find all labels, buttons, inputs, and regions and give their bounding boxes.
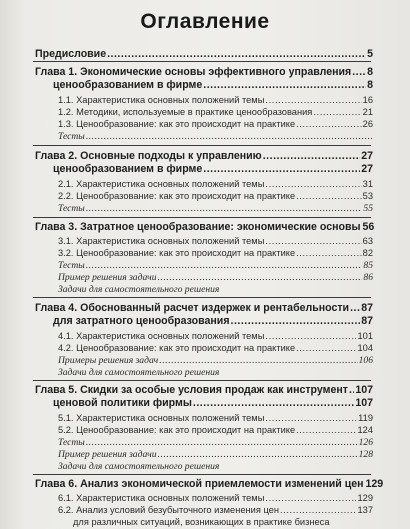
page-number: 53	[362, 191, 373, 201]
divider	[33, 145, 371, 146]
page-number: 101	[357, 331, 373, 341]
divider	[33, 217, 371, 218]
toc-entry-6-1: 6.1. Характеристика основных положений темы ..... 129	[58, 493, 373, 503]
page-number: 82	[362, 248, 373, 258]
page-number: 63	[362, 236, 373, 246]
toc-entry-chapter-6: Глава 6. Анализ экономической приемлемости изменений цен 129	[35, 478, 384, 490]
toc-entry-5-1: 5.1. Характеристика основных положений темы ..... 119	[58, 413, 373, 423]
page-number: 56	[362, 221, 375, 233]
toc-entry-3-1: 3.1. Характеристика основных положений темы ..... 63	[58, 236, 373, 246]
toc-entry-2-2: 2.2. Ценообразование: как это происходит на практике ..... 53	[58, 191, 373, 201]
toc-entry-chapter-2: Глава 2. Основные подходы к управлению ..... 27	[35, 150, 373, 162]
page-number: 55	[363, 203, 373, 214]
page-number: 129	[365, 478, 384, 490]
toc-entry-4-examples: Примеры решения задач ..... 106	[58, 355, 373, 366]
toc-entry-4-1: 4.1. Характеристика основных положений темы ..... 101	[58, 331, 373, 341]
toc-entry-chapter-4: Глава 4. Обоснованный расчет издержек и рентабельности ..... 87	[35, 302, 373, 314]
toc-entry-chapter-1-cont: ценообразованием в фирме ..... 8	[53, 79, 373, 91]
page-number: 86	[363, 272, 373, 283]
toc-entry-3-tests: Тесты ..... 85	[58, 260, 373, 271]
page-number: 137	[357, 505, 373, 515]
toc-entry-chapter-4-cont: для затратного ценообразования ..... 87	[53, 315, 373, 327]
page-title: Оглавление	[140, 10, 270, 33]
divider	[33, 297, 371, 298]
page-number: 21	[362, 107, 373, 117]
page-number: 104	[357, 343, 373, 353]
page-number: 126	[358, 437, 373, 448]
toc-entry-3-2: 3.2. Ценообразование: как это происходит на практике ..... 82	[58, 248, 373, 258]
page-number: 27	[361, 163, 373, 175]
page-number: 87	[361, 315, 373, 327]
toc-entry-5-tasks: Задачи для самостоятельного решения	[58, 461, 220, 472]
toc-entry-1-tests: Тесты .....	[58, 131, 373, 142]
toc-entry-preface: Предисловие ..... 5	[35, 48, 373, 60]
toc-entry-3-example: Пример решения задачи ..... 86	[58, 272, 373, 283]
page-number: 107	[355, 397, 373, 409]
toc-entry-1-1: 1.1. Характеристика основных положений темы ..... 16	[58, 95, 373, 105]
page-number: 128	[358, 449, 373, 460]
page-number: 106	[358, 355, 373, 366]
page-number: 16	[362, 95, 373, 105]
page-number: 26	[362, 119, 373, 129]
toc-entry-5-tests: Тесты ..... 126	[58, 437, 373, 448]
page-number: 124	[357, 425, 373, 435]
divider	[33, 380, 371, 381]
toc-entry-chapter-5-cont: ценовой политики фирмы ..... 107	[53, 397, 373, 409]
page-number: 31	[362, 179, 373, 189]
toc-entry-4-tasks: Задачи для самостоятельного решения	[58, 367, 220, 378]
toc-entry-5-example: Пример решения задачи ..... 128	[58, 449, 373, 460]
toc-entry-chapter-2-cont: ценообразованием в фирме ..... 27	[53, 163, 373, 175]
toc-entry-5-2: 5.2. Ценообразование: как это происходит на практике ..... 124	[58, 425, 373, 435]
page-number: 129	[357, 493, 373, 503]
page-number: 85	[363, 260, 373, 271]
divider	[33, 61, 371, 62]
page-number: 5	[367, 48, 373, 60]
toc-entry-chapter-5: Глава 5. Скидки за особые условия продаж как инструмент ..... 107	[35, 384, 373, 396]
toc-entry-6-2-cont: для различных ситуаций, возникающих в практике бизнеса	[73, 517, 330, 527]
toc-entry-chapter-3: Глава 3. Затратное ценообразование: экономические основы 56	[35, 221, 375, 233]
toc-entry-1-3: 1.3. Ценообразование: как это происходит на практике ..... 26	[58, 119, 373, 129]
toc-entry-4-2: 4.2. Ценообразование: как это происходит на практике ..... 104	[58, 343, 373, 353]
toc-entry-1-2: 1.2. Методики, используемые в практике ценообразования ..... 21	[58, 107, 373, 117]
divider	[33, 474, 371, 475]
toc-entry-chapter-1: Глава 1. Экономические основы эффективного управления ..... 8	[35, 66, 373, 78]
toc-entry-2-1: 2.1. Характеристика основных положений темы ..... 31	[58, 179, 373, 189]
page-number: 119	[358, 413, 373, 423]
toc-entry-2-tests: Тесты ..... 55	[58, 203, 373, 214]
page-number: 8	[367, 79, 373, 91]
toc-entry-3-tasks: Задачи для самостоятельного решения	[58, 284, 220, 295]
toc-entry-6-2: 6.2. Анализ условий безубыточного изменения цен ..... 137	[58, 505, 373, 515]
